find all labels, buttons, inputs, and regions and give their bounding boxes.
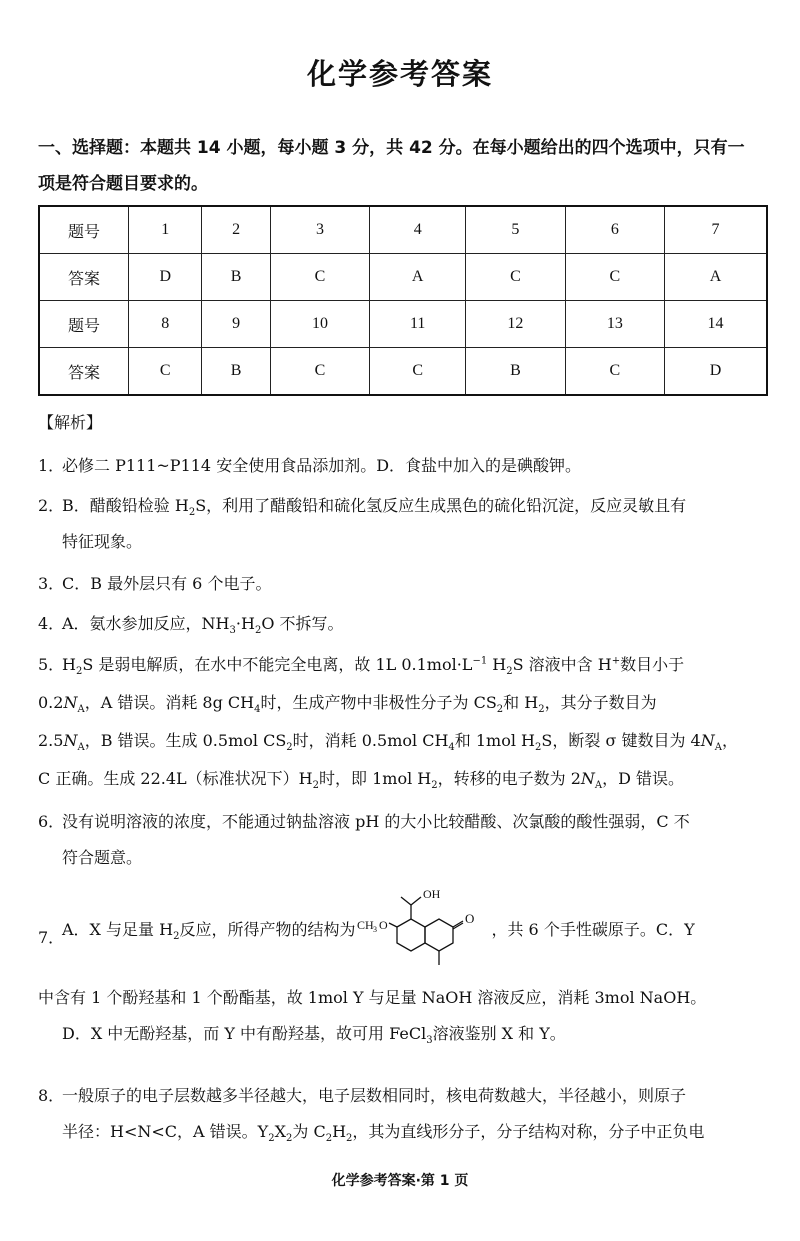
- question-number: 3: [270, 206, 369, 254]
- struct-o-label-1: O: [379, 917, 389, 932]
- text-run: S，断裂 σ 键数目为 4: [541, 731, 701, 750]
- question-number: 7: [665, 206, 767, 254]
- text-run: X: [274, 1122, 286, 1141]
- answer-cell: C: [370, 348, 466, 396]
- item-number: 6．: [38, 812, 65, 831]
- text-run: A．X 与足量 H: [62, 920, 174, 939]
- question-number: 5: [466, 206, 565, 254]
- superscript: +: [611, 655, 621, 667]
- question-number: 10: [270, 301, 369, 348]
- avogadro-symbol: N: [63, 693, 78, 712]
- subscript: 2: [538, 704, 545, 716]
- answer-cell: D: [129, 254, 202, 301]
- section-heading-line1: 一、选择题：本题共 14 小题，每小题 3 分，共 42 分。在每小题给出的四个选项中，只有一: [38, 138, 745, 158]
- text-run: 没有说明溶液的浓度，不能通过钠盐溶液 pH 的大小比较醋酸、次氯酸的酸性强弱，C 不: [62, 812, 690, 831]
- row-label: 题号: [39, 301, 129, 348]
- page-footer: 化学参考答案·第 1 页: [331, 1173, 469, 1189]
- avogadro-symbol: N: [580, 769, 595, 788]
- table-row: [39, 348, 767, 396]
- subscript: 2: [346, 1133, 353, 1145]
- subscript: 2: [254, 625, 262, 637]
- text-run: ，其分子数目为: [544, 693, 657, 712]
- analysis-item-6: [38, 804, 768, 876]
- text-run: ，B 错误。生成 0.5mol CS: [84, 731, 287, 750]
- text-run: ，共 6 个手性碳原子。C．Y: [491, 920, 695, 939]
- text-run: B．醋酸铅检验 H: [62, 496, 189, 515]
- analysis-item-7: [38, 880, 768, 1052]
- answer-cell: B: [202, 254, 270, 301]
- text-run: 2.5: [38, 731, 64, 750]
- subscript: 3: [229, 625, 236, 637]
- question-number: 11: [370, 301, 466, 348]
- table-row: [39, 206, 767, 254]
- text-run: 和 1mol H: [454, 731, 536, 750]
- text-run: 半径：H<N<C，A 错误。Y: [62, 1122, 269, 1141]
- text-run: 数目小于: [620, 655, 685, 674]
- section-heading: [38, 130, 768, 202]
- section-heading-line2: 项是符合题目要求的。: [38, 174, 208, 194]
- text-run: 和 H: [503, 693, 539, 712]
- text-run: 一般原子的电子层数越多半径越大，电子层数相同时，核电荷数越大，半径越小，则原子: [62, 1086, 687, 1105]
- analysis-item-4: [38, 606, 768, 642]
- text-run: H: [62, 655, 76, 674]
- text-run: O 不拆写。: [261, 614, 344, 633]
- text-run: ，: [721, 731, 738, 750]
- question-number: 8: [129, 301, 202, 348]
- answer-cell: C: [129, 348, 202, 396]
- item-7-line1: [62, 880, 768, 980]
- item-text: 必修二 P111~P114 安全使用食品添加剂。D．食盐中加入的是碘酸钾。: [62, 456, 582, 475]
- item-number: 2．: [38, 496, 65, 515]
- text-run: 时，即 1mol H: [319, 769, 432, 788]
- subscript: 2: [188, 507, 196, 519]
- subscript: 2: [506, 666, 513, 678]
- analysis-item-8: [38, 1078, 768, 1150]
- question-number: 1: [129, 206, 202, 254]
- text-run: S，利用了醋酸铅和硫化氢反应生成黑色的硫化铅沉淀，反应灵敏且有: [195, 496, 687, 515]
- text-run: 时，生成产物中非极性分子为 CS: [260, 693, 497, 712]
- text-run: 0.2: [38, 693, 64, 712]
- analysis-item-3: [38, 566, 768, 602]
- page-title: 化学参考答案: [306, 57, 493, 91]
- superscript: −1: [472, 655, 488, 667]
- struct-o-label-2: O: [465, 910, 475, 926]
- subscript: 2: [535, 742, 542, 754]
- text-run: S 溶液中含 H: [512, 655, 612, 674]
- subscript: 4: [254, 704, 261, 716]
- subscript: A: [77, 704, 85, 716]
- analysis-item-2: [38, 488, 768, 560]
- text-run: ·H: [235, 614, 255, 633]
- subscript: 3: [426, 1035, 433, 1047]
- text-run: S 是弱电解质，在水中不能完全电离，故 1L 0.1mol·L: [82, 655, 473, 674]
- struct-ch3-sub: 3: [373, 924, 378, 934]
- table-row: [39, 301, 767, 348]
- text-run: ，D 错误。: [602, 769, 685, 788]
- text-run: 符合题意。: [62, 848, 143, 867]
- item-text: [62, 488, 768, 560]
- answer-cell: B: [202, 348, 270, 396]
- text-run: ，转移的电子数为 2: [437, 769, 581, 788]
- item-number: 1．: [38, 456, 65, 475]
- text-run: 时，消耗 0.5mol CH: [292, 731, 449, 750]
- subscript: 2: [173, 931, 180, 943]
- answer-cell: A: [370, 254, 466, 301]
- struct-oh-label: OH: [423, 886, 441, 901]
- answer-cell: B: [466, 348, 565, 396]
- text-run: ，A 错误。消耗 8g CH: [84, 693, 255, 712]
- answer-cell: A: [665, 254, 767, 301]
- item-number: 5．: [38, 655, 65, 674]
- analysis-item-5: [38, 646, 768, 798]
- text-run: D．X 中无酚羟基，而 Y 中有酚羟基，故可用 FeCl: [62, 1024, 427, 1043]
- molecule-structure-image: [357, 885, 489, 977]
- item-7-line3: [62, 1016, 768, 1052]
- struct-ch3-label: CH: [357, 917, 375, 932]
- item-number: 3．: [38, 574, 65, 593]
- subscript: 2: [268, 1133, 275, 1145]
- text-run: 为 C: [292, 1122, 326, 1141]
- item-text: [62, 1078, 768, 1150]
- answer-cell: C: [565, 254, 664, 301]
- text-run: 中含有 1 个酚羟基和 1 个酚酯基，故 1mol Y 与足量 NaOH 溶液反应，消耗 3mol NaOH。: [38, 988, 707, 1007]
- subscript: A: [77, 742, 85, 754]
- text-run: A．氨水参加反应，NH: [62, 614, 230, 633]
- question-number: 6: [565, 206, 664, 254]
- question-number: 9: [202, 301, 270, 348]
- item-number: 7．: [38, 928, 65, 947]
- analysis-item-1: [38, 448, 768, 484]
- table-row: [39, 254, 767, 301]
- answer-cell: C: [270, 254, 369, 301]
- answer-cell: C: [565, 348, 664, 396]
- question-number: 12: [466, 301, 565, 348]
- question-number: 2: [202, 206, 270, 254]
- text-run: C 正确。生成 22.4L（标准状况下）H: [38, 769, 313, 788]
- item-text: [62, 606, 768, 642]
- avogadro-symbol: N: [700, 731, 715, 750]
- text-run: H: [332, 1122, 347, 1141]
- subscript: 4: [448, 742, 455, 754]
- subscript: 2: [312, 780, 319, 792]
- question-number: 13: [565, 301, 664, 348]
- row-label: 答案: [39, 348, 129, 396]
- subscript: 2: [286, 742, 293, 754]
- subscript: 2: [431, 780, 438, 792]
- answer-cell: D: [665, 348, 767, 396]
- item-text: [38, 646, 768, 798]
- item-text: C．B 最外层只有 6 个电子。: [62, 574, 272, 593]
- subscript: 2: [496, 704, 504, 716]
- item-text: [38, 880, 768, 1052]
- row-label: 答案: [39, 254, 129, 301]
- row-label: 题号: [39, 206, 129, 254]
- avogadro-symbol: N: [63, 731, 78, 750]
- text-run: 反应，所得产物的结构为: [179, 920, 356, 939]
- subscript: A: [594, 780, 603, 792]
- subscript: 2: [325, 1133, 333, 1145]
- item-number: 4．: [38, 614, 65, 633]
- question-number: 4: [370, 206, 466, 254]
- text-run: ，其为直线形分子，分子结构对称，分子中正负电: [352, 1122, 705, 1141]
- text-run: H: [487, 655, 507, 674]
- item-number: 8．: [38, 1086, 65, 1105]
- text-run: 溶液鉴别 X 和 Y。: [432, 1024, 566, 1043]
- answer-table: [38, 205, 768, 396]
- question-number: 14: [665, 301, 767, 348]
- subscript: 2: [285, 1133, 293, 1145]
- analysis-header: 【解析】: [38, 413, 103, 432]
- item-text: [62, 804, 768, 876]
- answer-cell: C: [270, 348, 369, 396]
- subscript: A: [714, 742, 722, 754]
- subscript: 2: [75, 666, 83, 678]
- answer-cell: C: [466, 254, 565, 301]
- text-run: 特征现象。: [62, 532, 143, 551]
